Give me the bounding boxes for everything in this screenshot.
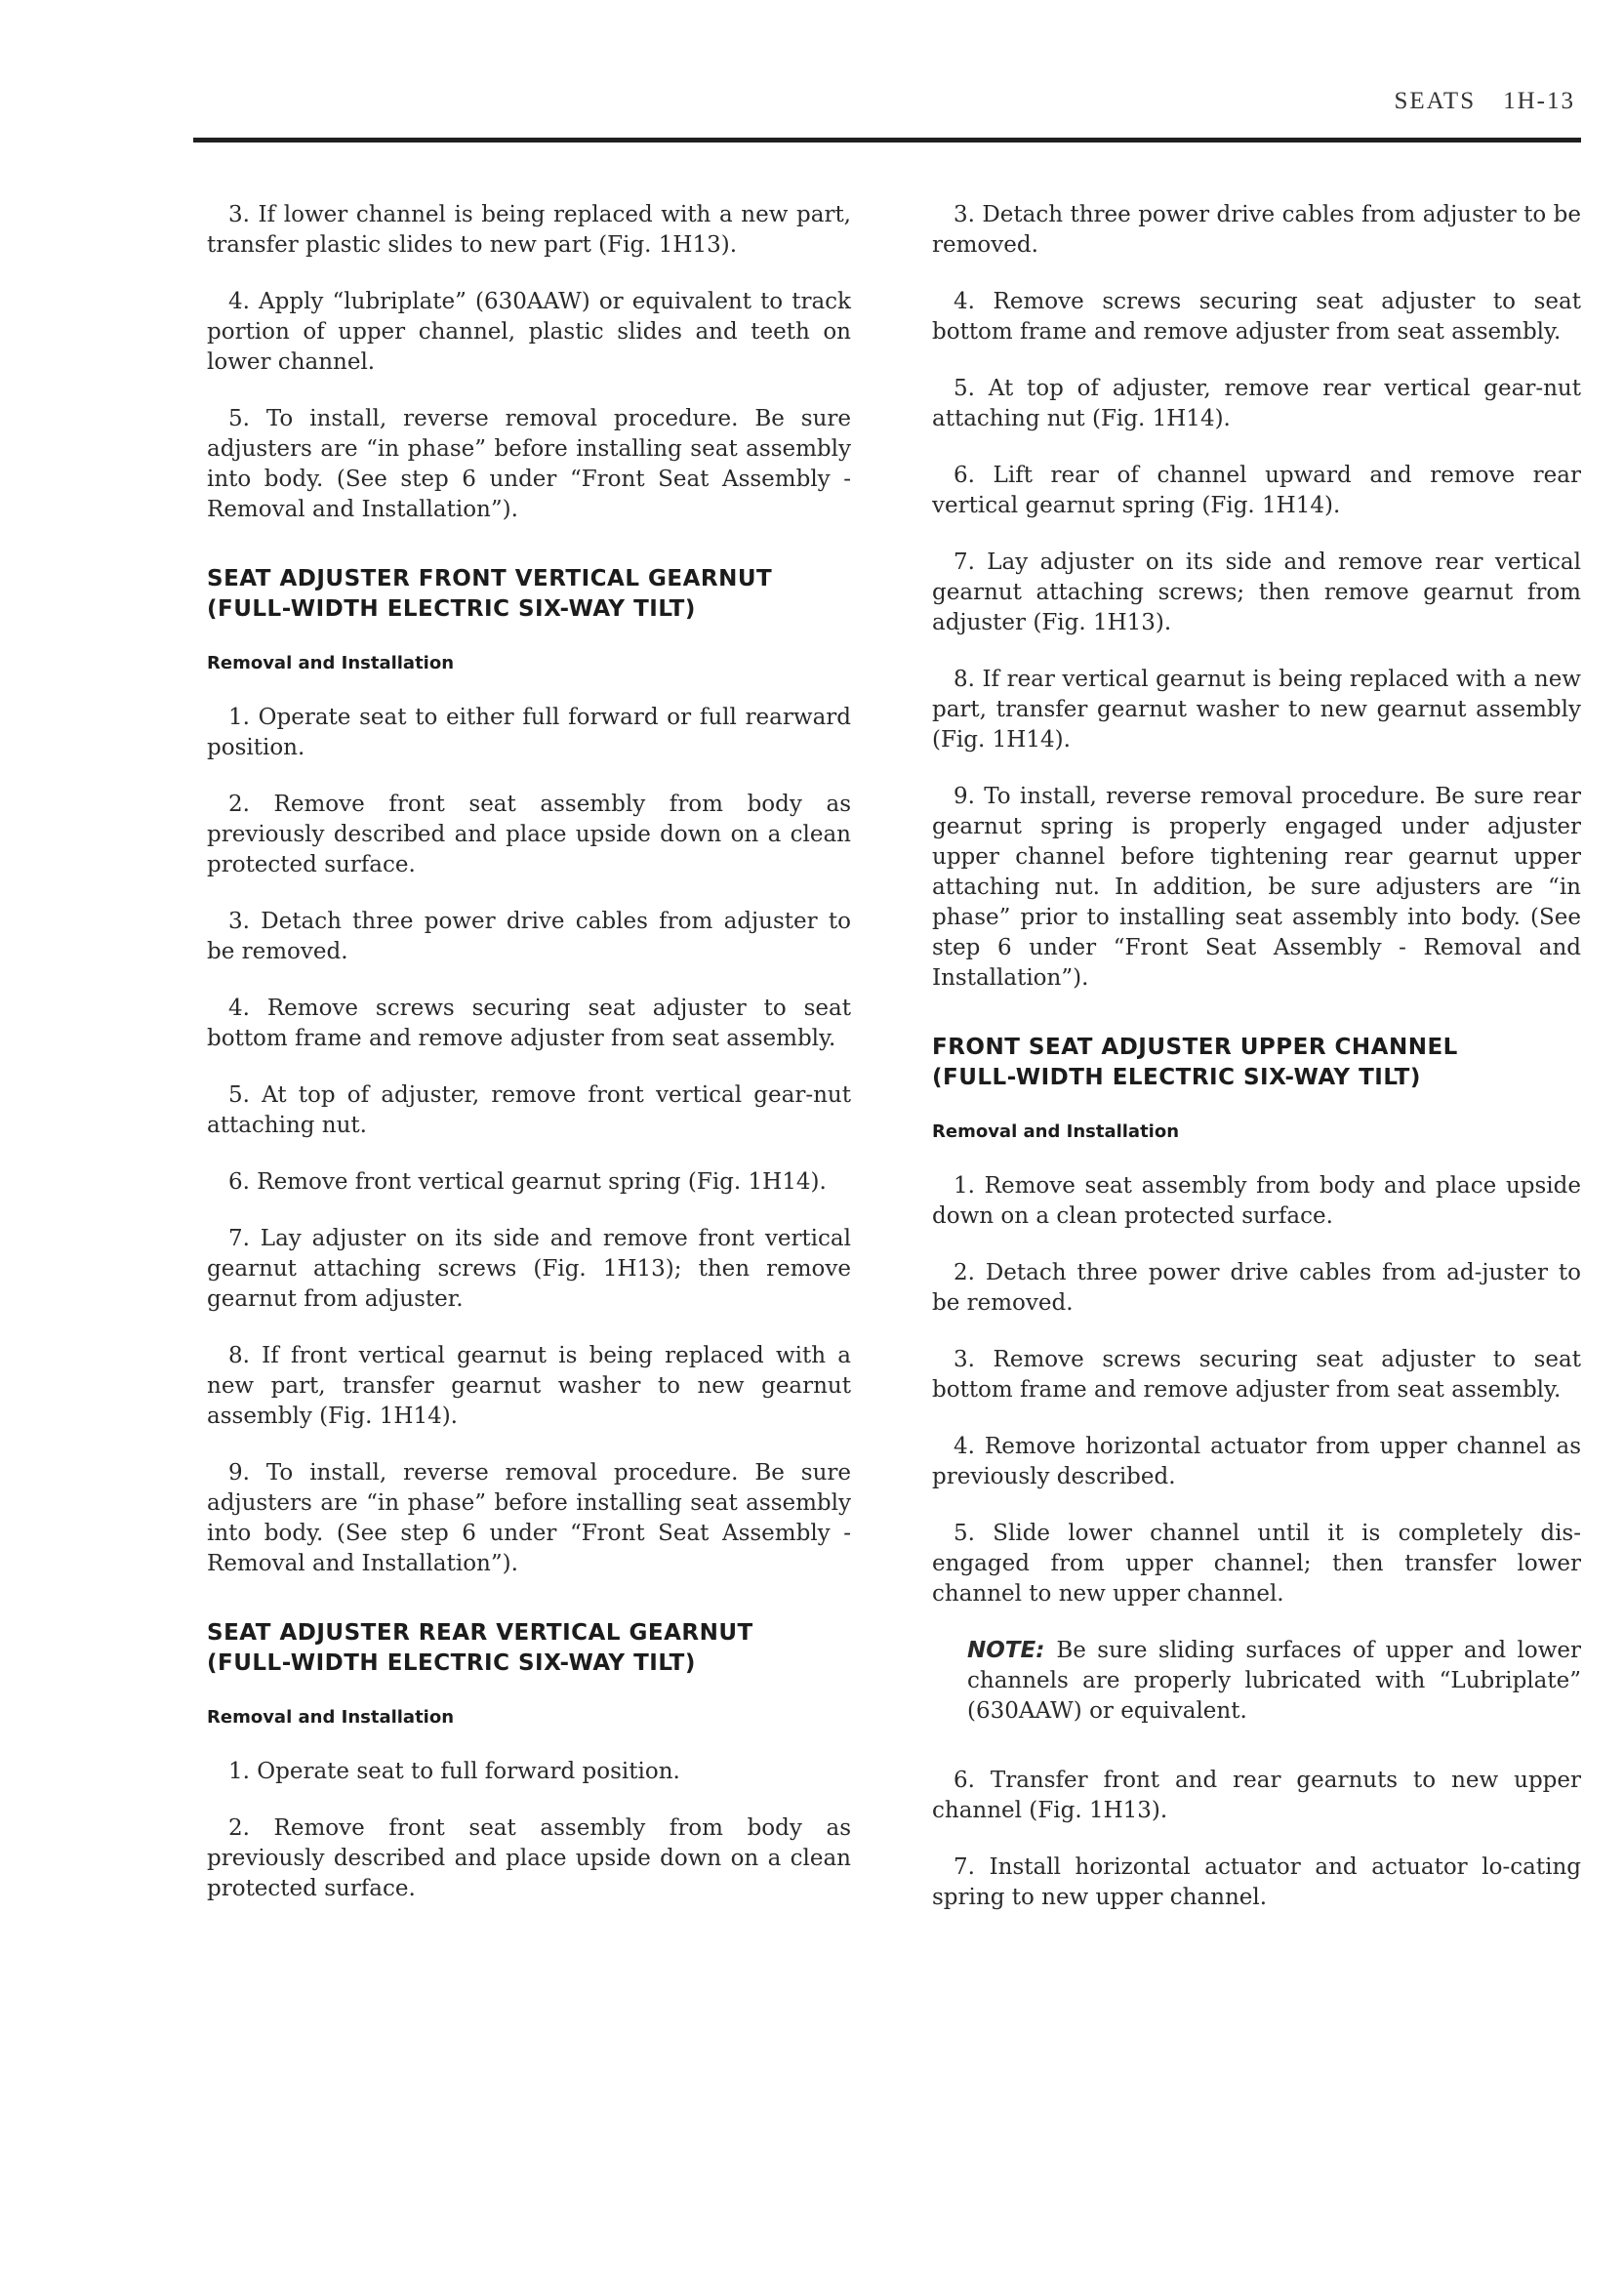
- list-item: 7. Lay adjuster on its side and remove front vertical gearnut attaching screws (Fig. 1H13); then remove gearnut from adjuster.: [207, 1226, 851, 1312]
- section-heading-rear-gearnut: [207, 1618, 851, 1679]
- section-heading-front-gearnut: [207, 564, 851, 625]
- header-rule: [193, 138, 1581, 142]
- header-section: SEATS: [1394, 88, 1477, 114]
- list-item: 4. Remove horizontal actuator from upper channel as previously described.: [932, 1434, 1581, 1489]
- list-item: 4. Remove screws securing seat adjuster to seat bottom frame and remove adjuster from seat assembly.: [932, 289, 1581, 345]
- list-item: 5. At top of adjuster, remove rear vertical gear-nut attaching nut (Fig. 1H14).: [932, 376, 1581, 431]
- section-title-qualifier: (FULL-WIDTH ELECTRIC SIX-WAY TILT): [207, 596, 696, 622]
- subsection-heading: Removal and Installation: [932, 1121, 1180, 1142]
- subsection-heading: Removal and Installation: [207, 1707, 455, 1728]
- list-item: 9. To install, reverse removal procedure. Be sure rear gearnut spring is properly engaged under adjuster upper channel before tightening rear gearnut upper attaching nut. In addition, be sure adjusters are “in phase” prior to installing seat assembly into body. (See step 6 under “Front Seat Assembly - Removal and Installation”).: [932, 784, 1581, 991]
- list-item: 7. Lay adjuster on its side and remove rear vertical gearnut attaching screws; then remove gearnut from adjuster (Fig. 1H13).: [932, 550, 1581, 635]
- list-item: 1. Remove seat assembly from body and place upside down on a clean protected surface.: [932, 1173, 1581, 1229]
- header-page-number: 1H-13: [1503, 88, 1575, 114]
- note-text: Be sure sliding surfaces of upper and lower channels are properly lubricated with “Lubriplate” (630AAW) or equivalent.: [967, 1638, 1581, 1724]
- list-item: 5. At top of adjuster, remove front vertical gear-nut attaching nut.: [207, 1082, 851, 1138]
- section-title: SEAT ADJUSTER FRONT VERTICAL GEARNUT: [207, 566, 773, 591]
- section-title-qualifier: (FULL-WIDTH ELECTRIC SIX-WAY TILT): [932, 1065, 1421, 1090]
- list-item: 3. Remove screws securing seat adjuster to seat bottom frame and remove adjuster from seat assembly.: [932, 1347, 1581, 1403]
- list-item: 2. Detach three power drive cables from ad-juster to be removed.: [932, 1260, 1581, 1316]
- note-block: [967, 1636, 1581, 1727]
- section-title: SEAT ADJUSTER REAR VERTICAL GEARNUT: [207, 1620, 753, 1646]
- list-item: 6. Transfer front and rear gearnuts to new upper channel (Fig. 1H13).: [932, 1768, 1581, 1823]
- list-item: 2. Remove front seat assembly from body as previously described and place upside down on a clean protected surface.: [207, 792, 851, 877]
- list-item: 4. Remove screws securing seat adjuster to seat bottom frame and remove adjuster from seat assembly.: [207, 996, 851, 1051]
- section-heading-upper-channel: [932, 1033, 1581, 1093]
- list-item: 9. To install, reverse removal procedure. Be sure adjusters are “in phase” before installing seat assembly into body. (See step 6 under “Front Seat Assembly - Removal and Installation”).: [207, 1460, 851, 1576]
- section-title: FRONT SEAT ADJUSTER UPPER CHANNEL: [932, 1035, 1458, 1060]
- list-item: 1. Operate seat to full forward position.: [228, 1759, 680, 1784]
- list-item: 3. If lower channel is being replaced with a new part, transfer plastic slides to new part (Fig. 1H13).: [207, 202, 851, 258]
- list-item: 8. If rear vertical gearnut is being replaced with a new part, transfer gearnut washer to new gearnut assembly (Fig. 1H14).: [932, 667, 1581, 753]
- list-item: 2. Remove front seat assembly from body as previously described and place upside down on a clean protected surface.: [207, 1815, 851, 1901]
- list-item: 6. Remove front vertical gearnut spring (Fig. 1H14).: [228, 1169, 827, 1195]
- subsection-heading: Removal and Installation: [207, 653, 455, 673]
- list-item: 3. Detach three power drive cables from adjuster to be removed.: [932, 202, 1581, 258]
- list-item: 6. Lift rear of channel upward and remove rear vertical gearnut spring (Fig. 1H14).: [932, 463, 1581, 518]
- list-item: 8. If front vertical gearnut is being replaced with a new part, transfer gearnut washer to new gearnut assembly (Fig. 1H14).: [207, 1343, 851, 1429]
- left-column: [207, 200, 851, 1931]
- list-item: 4. Apply “lubriplate” (630AAW) or equivalent to track portion of upper channel, plastic slides and teeth on lower channel.: [207, 289, 851, 375]
- page-header: [1394, 88, 1575, 115]
- list-item: 7. Install horizontal actuator and actuator lo-cating spring to new upper channel.: [932, 1854, 1581, 1910]
- note-label: NOTE:: [967, 1638, 1045, 1663]
- section-title-qualifier: (FULL-WIDTH ELECTRIC SIX-WAY TILT): [207, 1650, 696, 1676]
- list-item: 3. Detach three power drive cables from adjuster to be removed.: [207, 909, 851, 964]
- list-item: 1. Operate seat to either full forward or full rearward position.: [207, 705, 851, 760]
- list-item: 5. To install, reverse removal procedure. Be sure adjusters are “in phase” before installing seat assembly into body. (See step 6 under “Front Seat Assembly - Removal and Installation”).: [207, 406, 851, 522]
- right-column: [932, 200, 1581, 1939]
- list-item: 5. Slide lower channel until it is completely dis-engaged from upper channel; then transfer lower channel to new upper channel.: [932, 1521, 1581, 1607]
